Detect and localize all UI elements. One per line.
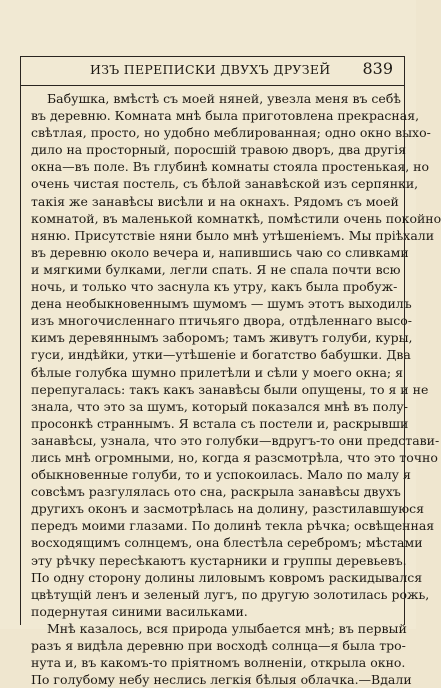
paragraph-2 [31, 620, 412, 688]
text-line: просонкѣ страннымъ. Я встала съ постели и, раскрывши [31, 415, 409, 431]
text-line: и мягкими булками, легли спать. Я не спала почти всю [31, 261, 401, 277]
text-line: комнатой, въ маленькой комнаткѣ, помѣстили очень покойно [31, 210, 441, 226]
text-line: эту рѣчку пересѣкаютъ кустарники и группы деревьевъ. [31, 552, 407, 568]
text-line: передъ моими глазами. По долинѣ текла рѣчка; освѣщенная [31, 518, 435, 534]
text-line: такія же занавѣсы висѣли и на окнахъ. Рядомъ съ моей [31, 193, 399, 209]
page-number: 839 [362, 59, 393, 78]
text-line: изъ многочисленнаго птичьяго двора, отдѣленнаго высо- [31, 313, 412, 329]
paragraph-1 [31, 90, 441, 620]
text-line: очень чистая постель, съ бѣлой занавѣской изъ серпянки, [31, 176, 419, 192]
text-line: совсѣмъ разгулялась ото сна, раскрыла занавѣсы двухъ [31, 484, 401, 500]
text-line: кимъ деревяннымъ заборомъ; тамъ живутъ голуби, куры, [31, 330, 413, 346]
text-line: окна—въ поле. Въ глубинѣ комнаты стояла простенькая, но [31, 159, 430, 175]
text-line: дена необыкновеннымъ шумомъ — шумъ этотъ выходилъ [31, 296, 412, 312]
text-line: перепугалась: такъ какъ занавѣсы были опущены, то я и не [31, 381, 429, 397]
header-rule [20, 85, 404, 86]
text-line: Бабушка, вмѣстѣ съ моей няней, увезла меня въ себѣ [47, 91, 401, 106]
text-line: свѣтлая, просто, но удобно меблированная; одно окно выхо- [31, 125, 431, 141]
text-line: подернутая синими васильками. [31, 603, 248, 619]
text-line: няню. Присутствіе няни было мнѣ утѣшеніемъ. Мы пріѣхали [31, 227, 435, 243]
text-line: нута и, въ какомъ-то пріятномъ волненіи, открыла окно. [31, 655, 406, 671]
text-line: обыкновенные голуби, то и успокоилась. Мало по малу я [31, 467, 411, 483]
text-line: бѣлые голубка шумно прилетѣли и сѣли у моего окна; я [31, 364, 403, 380]
text-line: ночь, и только что заснула къ утру, какъ была пробуж- [31, 279, 398, 295]
text-line: По одну сторону долины лиловымъ ковромъ раскидывался [31, 569, 423, 585]
text-line: цвѣтущій ленъ и зеленый лугъ, по другую золотилась рожь, [31, 586, 430, 602]
running-title: ИЗЪ ПЕРЕПИСКИ ДВУХЪ ДРУЗЕЙ [90, 62, 331, 77]
text-line: Мнѣ казалось, вся природа улыбается мнѣ; въ первый [47, 620, 407, 636]
text-line: въ деревню. Комната мнѣ была приготовлена прекрасная, [31, 108, 420, 124]
text-line: разъ я видѣла деревню при восходѣ солнца—я была тро- [31, 638, 406, 653]
text-line: восходящимъ солнцемъ, она блестѣла серебромъ; мѣстами [31, 535, 423, 551]
text-line: лись мнѣ огромными, но, когда я разсмотрѣла, что это точно [31, 449, 438, 465]
text-line: дило на просторный, поросшій травою дворъ, два другія [31, 142, 406, 158]
body-text [31, 90, 441, 688]
text-line: По голубому небу неслись легкія бѣлыя облачка.—Вдали [31, 672, 412, 688]
text-line: знала, что это за шумъ, который показался мнѣ въ полу- [31, 398, 409, 414]
text-line: занавѣсы, узнала, что это голубки—вдругъ-то они представи- [31, 432, 440, 448]
text-line: другихъ оконъ и засмотрѣлась на долину, разстилавшуюся [31, 501, 425, 517]
text-line: въ деревню около вечера и, напившись чаю со сливками [31, 244, 409, 260]
text-line: гуси, индѣйки, утки—утѣшеніе и богатство бабушки. Два [31, 347, 411, 363]
